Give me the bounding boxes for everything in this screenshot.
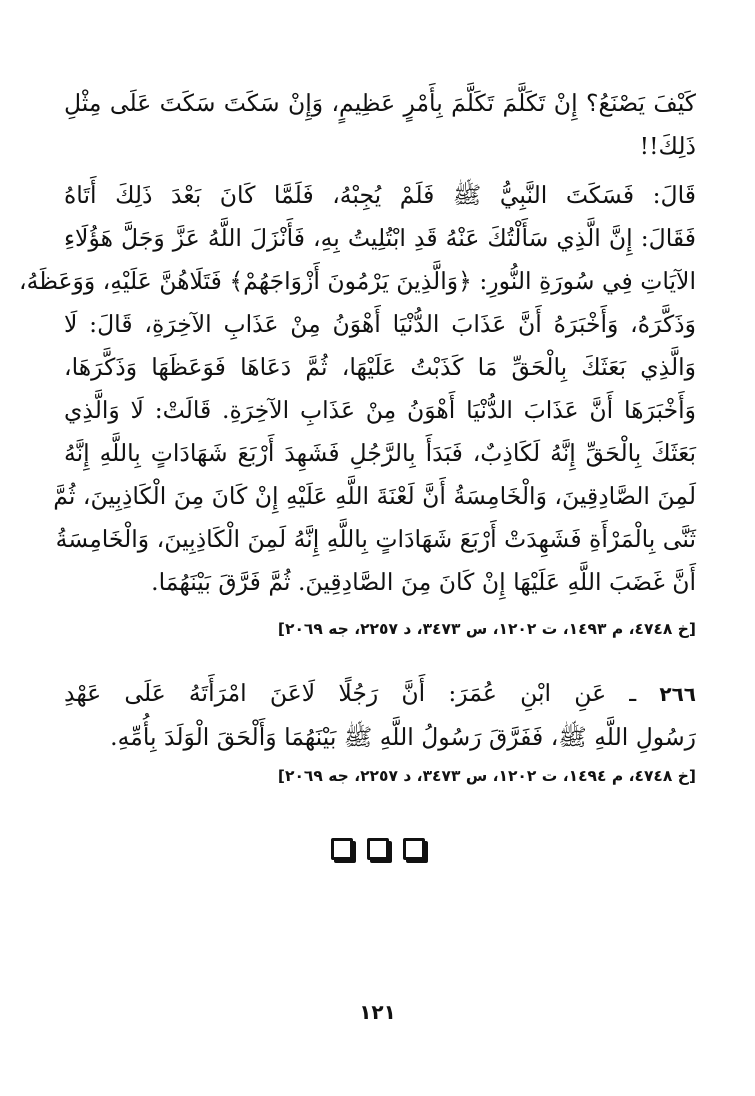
hadith-line: ـ عَنِ ابْنِ عُمَرَ: أَنَّ رَجُلًا لَاعَنَ امْرَأَتَهُ عَلَى عَهْدِ — [64, 679, 637, 707]
text-line: لَمِنَ الصَّادِقِينَ، وَالْخَامِسَةُ أَنَّ لَعْنَةَ اللَّهِ عَلَيْهِ إِنْ كَانَ مِنَ الْكَاذِبِينَ، ثُمَّ — [53, 482, 696, 510]
text-line: وَالَّذِي بَعَثَكَ بِالْحَقِّ مَا كَذَبْتُ عَلَيْهَا، ثُمَّ دَعَاهَا فَوَعَظَهَا وَذَكَّرَهَا، — [64, 353, 696, 381]
hadith-paragraph — [19, 174, 696, 604]
text-line: الآيَاتِ فِي سُورَةِ النُّورِ: ﴿وَالَّذِينَ يَرْمُونَ أَزْوَاجَهُمْ﴾ فَتَلَاهُنَّ عَلَيْهِ، وَوَعَظَهُ، — [19, 267, 696, 295]
text-line: قَالَ: فَسَكَتَ النَّبِيُّ ﷺ فَلَمْ يُجِبْهُ، فَلَمَّا كَانَ بَعْدَ ذَلِكَ أَتَاهُ — [64, 181, 696, 209]
page-number: ١٢١ — [359, 1000, 396, 1024]
text-line: رَسُولِ اللَّهِ ﷺ، فَفَرَّقَ رَسُولُ اللَّهِ ﷺ بَيْنَهُمَا وَأَلْحَقَ الْوَلَدَ بِأُمِّهِ. — [110, 723, 696, 751]
square-ornament-icon — [331, 838, 353, 860]
section-divider — [0, 838, 755, 860]
hadith-266-paragraph — [64, 672, 696, 759]
source-reference: [خ ٤٧٤٨، م ١٤٩٤، ت ١٢٠٢، س ٣٤٧٣، د ٢٢٥٧، جه ٢٠٦٩] — [277, 767, 696, 785]
paragraph-continuation — [64, 82, 696, 168]
text-line: بَعَثَكَ بِالْحَقِّ إِنَّهُ لَكَاذِبٌ، فَبَدَأَ بِالرَّجُلِ فَشَهِدَ أَرْبَعَ شَهَادَاتٍ بِاللَّهِ إِنَّهُ — [64, 439, 696, 467]
square-ornament-icon — [403, 838, 425, 860]
hadith-number: ٢٦٦ — [659, 682, 696, 706]
text-line: ذَلِكَ!! — [639, 132, 696, 160]
text-line: وَأَخْبَرَهَا أَنَّ عَذَابَ الدُّنْيَا أَهْوَنُ مِنْ عَذَابِ الآخِرَةِ. قَالَتْ: لَا وَالَّذِي — [64, 396, 696, 424]
source-reference: [خ ٤٧٤٨، م ١٤٩٣، ت ١٢٠٢، س ٣٤٧٣، د ٢٢٥٧، جه ٢٠٦٩] — [277, 620, 696, 638]
square-ornament-icon — [367, 838, 389, 860]
text-line: فَقَالَ: إِنَّ الَّذِي سَأَلْتُكَ عَنْهُ قَدِ ابْتُلِيتُ بِهِ، فَأَنْزَلَ اللَّهُ عَزَّ وَجَلَّ هَؤُلَاءِ — [64, 224, 696, 252]
text-line: أَنَّ غَضَبَ اللَّهِ عَلَيْهَا إِنْ كَانَ مِنَ الصَّادِقِينَ. ثُمَّ فَرَّقَ بَيْنَهُمَا. — [151, 568, 696, 596]
text-line: كَيْفَ يَصْنَعُ؟ إِنْ تَكَلَّمَ تَكَلَّمَ بِأَمْرٍ عَظِيمٍ، وَإِنْ سَكَتَ سَكَتَ عَلَى مِثْلِ — [64, 89, 696, 117]
text-line — [64, 672, 696, 716]
text-line: ثَنَّى بِالْمَرْأَةِ فَشَهِدَتْ أَرْبَعَ شَهَادَاتٍ بِاللَّهِ إِنَّهُ لَمِنَ الْكَاذِبِينَ، وَالْخَامِسَةُ — [55, 525, 696, 553]
text-line: وَذَكَّرَهُ، وَأَخْبَرَهُ أَنَّ عَذَابَ الدُّنْيَا أَهْوَنُ مِنْ عَذَابِ الآخِرَةِ، قَالَ: لَا — [64, 310, 696, 338]
